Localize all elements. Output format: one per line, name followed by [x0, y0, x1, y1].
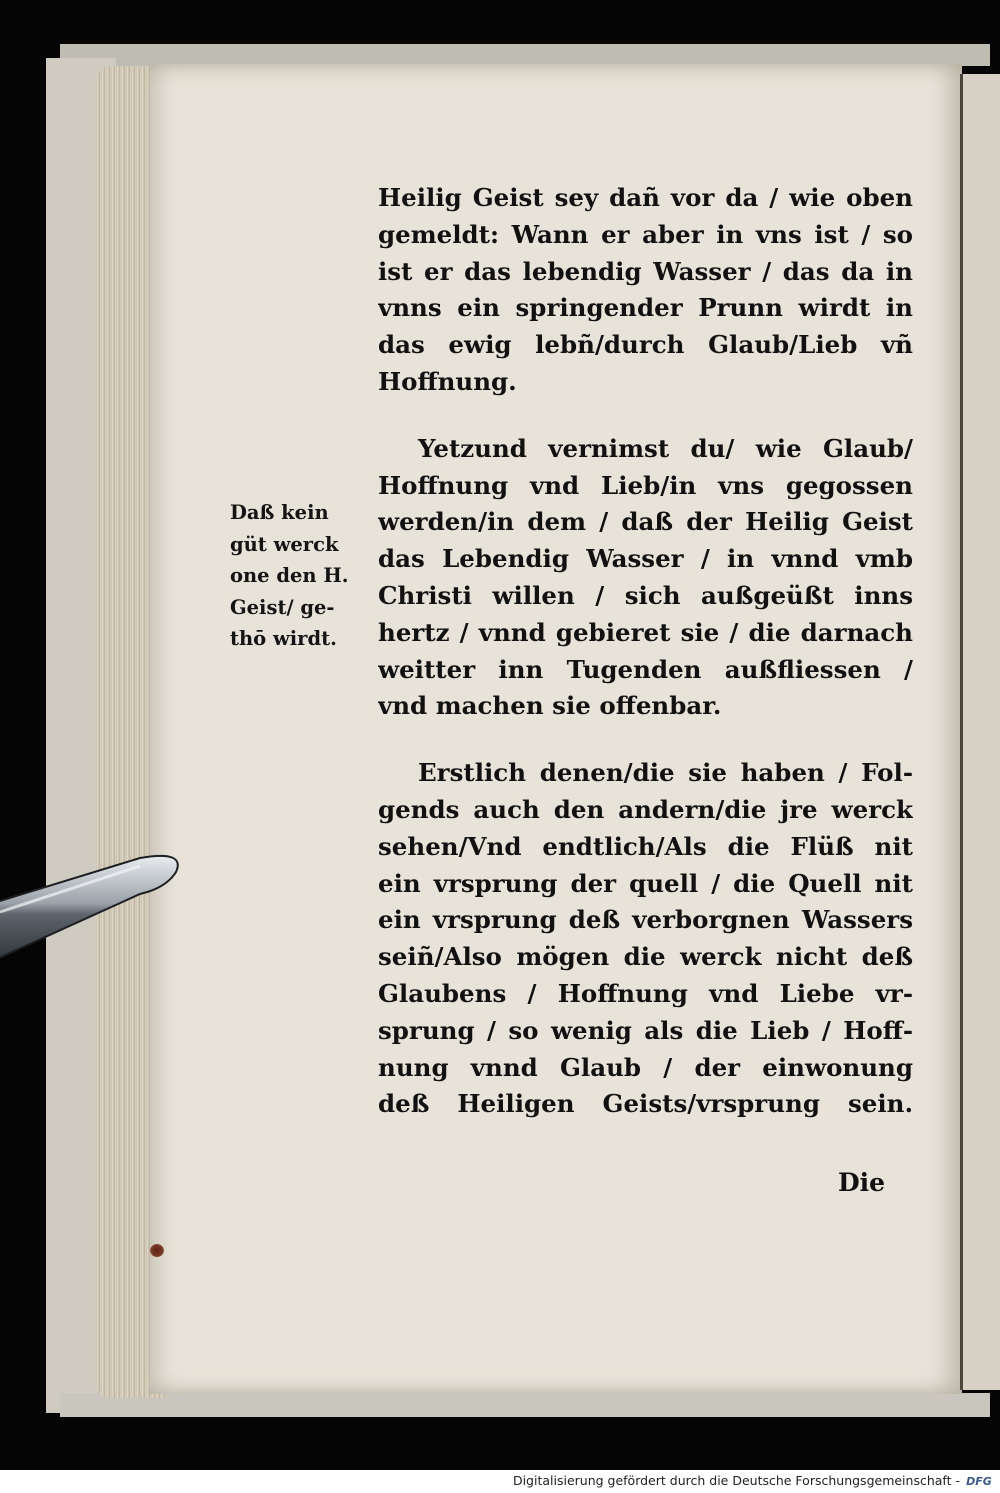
text-line: Hoffnung vnd Lieb/in vns gegossen [378, 470, 913, 500]
text-line: sprung / so wenig als die Lieb / Hoff- [378, 1015, 913, 1045]
marginal-note-line: Daß kein [230, 501, 329, 524]
text-line: deß Heiligen Geists/vrsprung sein. [378, 1089, 913, 1119]
catchword: Die [838, 1168, 886, 1197]
text-line: Glaubens / Hoffnung vnd Liebe vr- [378, 978, 913, 1008]
text-line: vnd machen sie offenbar. [378, 691, 722, 721]
text-line: werden/in dem / daß der Heilig Geist [378, 507, 913, 537]
text-line: weitter inn Tugenden außfliessen / [378, 654, 913, 684]
text-line: ein vrsprung der quell / die Quell nit [378, 868, 913, 898]
text-line: Erstlich denen/die sie haben / Fol- [418, 758, 913, 788]
underlying-sheet-top [60, 44, 990, 66]
text-line: gemeldt: Wann er aber in vns ist / so [378, 219, 913, 249]
main-text-block [378, 180, 913, 1123]
text-line: sehen/Vnd endtlich/Als die Flüß nit [378, 831, 913, 861]
marginal-note-line: güt werck [230, 532, 339, 556]
marginal-note-line: thō wirdt. [230, 627, 337, 650]
footer-banner [0, 1470, 1000, 1493]
footer-credit: Digitalisierung gefördert durch die Deutsche Forschungsgemeinschaft - [512, 1473, 960, 1488]
text-line: gends auch den andern/die jre werck [378, 794, 913, 824]
marginal-note-line: Geist/ ge- [230, 595, 335, 619]
text-line: Christi willen / sich außgeüßt inns [378, 580, 913, 610]
text-line: vnns ein springender Prunn wirdt in [378, 293, 913, 323]
text-line: das ewig lebñ/durch Glaub/Lieb vñ [378, 330, 913, 360]
text-line: nung vnnd Glaub / der einwonung [378, 1052, 913, 1082]
paragraph-2 [378, 431, 913, 725]
text-line: seiñ/Also mögen die werck nicht deß [378, 942, 913, 972]
text-line: Heilig Geist sey dañ vor da / wie oben [378, 183, 913, 212]
page-holder-pointer [0, 842, 190, 962]
ink-stain [150, 1244, 164, 1257]
paragraph-1 [378, 180, 913, 401]
paragraph-3 [378, 755, 913, 1123]
text-line: das Lebendig Wasser / in vnnd vmb [378, 544, 913, 574]
underlying-sheet-bottom [60, 1393, 990, 1417]
text-line: hertz / vnnd gebieret sie / die darnach [378, 617, 913, 647]
text-line: ein vrsprung deß verborgnen Wassers [378, 905, 913, 935]
text-line: Hoffnung. [378, 366, 517, 396]
marginal-note [230, 497, 370, 655]
text-line: Yetzund vernimst du/ wie Glaub/ [418, 433, 913, 463]
facing-page-edge [960, 74, 1000, 1390]
dfg-logo: DFG [966, 1475, 992, 1488]
text-line: ist er das lebendig Wasser / das da in [378, 256, 913, 286]
marginal-note-line: one den H. [230, 564, 349, 587]
